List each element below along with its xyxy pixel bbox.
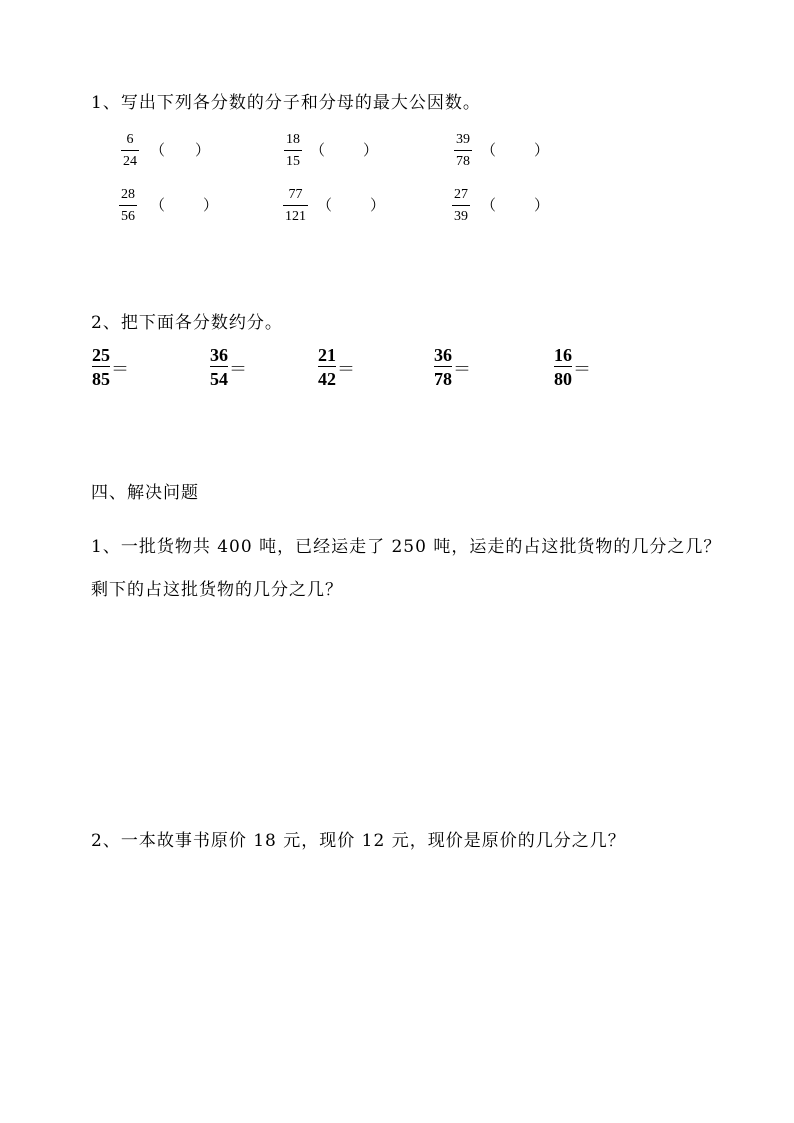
fraction-bar <box>283 205 308 206</box>
gcd-fraction-2 <box>284 132 302 170</box>
reduce-fraction-4 <box>434 345 471 389</box>
fraction-bar <box>434 366 452 367</box>
denominator: 78 <box>434 369 452 389</box>
numerator: 16 <box>554 345 572 365</box>
fraction-bar <box>92 366 110 367</box>
reduce-fraction-3 <box>318 345 355 389</box>
problem2: 2、一本故事书原价 18 元，现价 12 元，现价是原价的几分之几？ <box>91 831 626 851</box>
denominator: 56 <box>121 209 135 224</box>
numerator: 6 <box>126 132 134 147</box>
fraction-bar <box>454 150 472 151</box>
gcd-fraction-5 <box>283 187 308 225</box>
numerator: 77 <box>288 187 303 202</box>
section2-title: 2、把下面各分数约分。 <box>91 313 283 333</box>
reduce-fraction-5 <box>554 345 591 389</box>
numerator: 18 <box>286 132 300 147</box>
answer-blank-6[interactable]: （ ） <box>481 198 550 214</box>
equals-sign: ＝ <box>453 359 471 380</box>
denominator: 39 <box>454 209 468 224</box>
reduce-fraction-2 <box>210 345 247 389</box>
answer-blank-3[interactable]: （ ） <box>481 143 550 159</box>
equals-sign: ＝ <box>111 359 129 380</box>
denominator: 78 <box>456 154 470 169</box>
numerator: 36 <box>434 345 452 365</box>
gcd-fraction-4 <box>119 187 137 225</box>
answer-blank-1[interactable]: （ ） <box>150 143 211 159</box>
section1-title: 1、写出下列各分数的分子和分母的最大公因数。 <box>91 93 481 113</box>
fraction-bar <box>210 366 228 367</box>
fraction-bar <box>452 205 470 206</box>
numerator: 27 <box>454 187 468 202</box>
denominator: 85 <box>92 369 110 389</box>
denominator: 15 <box>286 154 300 169</box>
gcd-fraction-3 <box>454 132 472 170</box>
answer-blank-5[interactable]: （ ） <box>317 198 386 214</box>
gcd-fraction-6 <box>452 187 470 225</box>
numerator: 25 <box>92 345 110 365</box>
denominator: 42 <box>318 369 336 389</box>
fraction-bar <box>554 366 572 367</box>
answer-blank-4[interactable]: （ ） <box>150 198 219 214</box>
denominator: 80 <box>554 369 572 389</box>
fraction-bar <box>284 150 302 151</box>
equals-sign: ＝ <box>229 359 247 380</box>
fraction-bar <box>119 205 137 206</box>
gcd-fraction-1 <box>121 132 139 170</box>
problem1-line1: 1、一批货物共 400 吨，已经运走了 250 吨，运走的占这批货物的几分之几？ <box>91 537 722 557</box>
reduce-fraction-1 <box>92 345 129 389</box>
numerator: 21 <box>318 345 336 365</box>
numerator: 28 <box>121 187 135 202</box>
denominator: 24 <box>123 154 137 169</box>
fraction-bar <box>121 150 139 151</box>
equals-sign: ＝ <box>337 359 355 380</box>
answer-blank-2[interactable]: （ ） <box>310 143 379 159</box>
section4-heading: 四、解决问题 <box>91 483 199 503</box>
fraction-bar <box>318 366 336 367</box>
denominator: 54 <box>210 369 228 389</box>
numerator: 36 <box>210 345 228 365</box>
problem1-line2: 剩下的占这批货物的几分之几？ <box>91 580 343 600</box>
numerator: 39 <box>456 132 470 147</box>
equals-sign: ＝ <box>573 359 591 380</box>
denominator: 121 <box>285 209 306 224</box>
